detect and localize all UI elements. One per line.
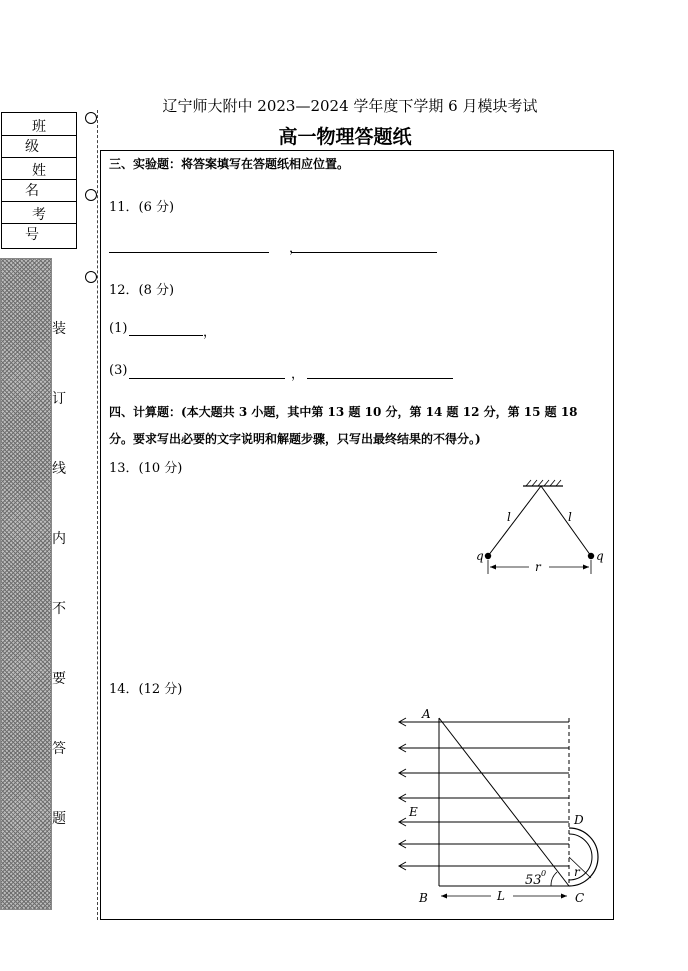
info-divider — [2, 135, 76, 136]
info-divider — [2, 157, 76, 158]
point-c-label: C — [575, 891, 585, 905]
right-charge-label: q — [596, 549, 604, 563]
field-diagram — [391, 706, 611, 916]
pendulum-diagram — [471, 476, 604, 576]
point-a-label: A — [422, 707, 431, 721]
school-title: 辽宁师大附中 2023—2024 学年度下学期 6 月模块考试 — [162, 97, 538, 115]
comma: ， — [289, 241, 303, 256]
binding-char: 订 — [52, 391, 66, 407]
answer-frame — [100, 150, 614, 920]
q12-blank-2[interactable] — [129, 378, 285, 379]
q12-part1-label: (1) — [109, 321, 128, 336]
paper-title: 高一物理答题纸 — [278, 126, 412, 148]
q13-label: 13．(10 分) — [109, 461, 183, 476]
comma: ， — [203, 325, 217, 340]
q12-blank-1[interactable] — [129, 335, 203, 336]
radius-label: r — [574, 865, 580, 879]
binding-char: 要 — [52, 671, 66, 687]
q12-part3-label: (3) — [109, 363, 128, 378]
point-d-label: D — [574, 813, 584, 827]
student-info-box — [1, 112, 77, 249]
comma: ， — [291, 367, 305, 382]
name-label: 姓 名 — [25, 163, 60, 199]
angle-degree-label: 0 — [541, 869, 547, 878]
q12-label: 12．(8 分) — [109, 283, 175, 298]
info-divider — [2, 223, 76, 224]
binding-hole — [85, 189, 97, 201]
binding-char: 线 — [52, 461, 66, 477]
left-charge-label: q — [476, 549, 484, 563]
angle-label: 53 — [525, 873, 542, 888]
q11-blank-1[interactable] — [109, 252, 269, 253]
separation-label: r — [535, 560, 541, 574]
q14-label: 14．(12 分) — [109, 682, 183, 697]
section4-heading-line2: 分。要求写出必要的文字说明和解题步骤，只写出最终结果的不得分。) — [109, 432, 481, 446]
q11-blank-2[interactable] — [291, 252, 437, 253]
info-divider — [2, 201, 76, 202]
binding-strip — [0, 258, 52, 910]
binding-hole — [85, 271, 97, 283]
binding-hole — [85, 112, 97, 124]
section3-heading: 三、实验题：将答案填写在答题纸相应位置。 — [109, 157, 350, 171]
q11-label: 11．(6 分) — [109, 200, 175, 215]
class-label: 班 级 — [25, 119, 60, 155]
q12-blank-3[interactable] — [307, 378, 453, 379]
binding-dashed-line — [97, 110, 98, 920]
left-string-label: l — [507, 510, 511, 524]
section4-heading-line1: 四、计算题：(本大题共 3 小题，其中第 13 题 10 分，第 14 题 12 分，第 15 题 18 — [109, 405, 578, 419]
id-label: 考 号 — [25, 207, 60, 243]
field-label: E — [409, 805, 418, 819]
binding-char: 装 — [52, 321, 66, 337]
binding-char: 内 — [52, 531, 66, 547]
info-divider — [2, 179, 76, 180]
point-b-label: B — [419, 891, 428, 905]
binding-char: 题 — [52, 811, 66, 827]
right-string-label: l — [568, 510, 572, 524]
length-label: L — [497, 889, 505, 903]
binding-char: 不 — [52, 601, 66, 617]
binding-char: 答 — [52, 741, 66, 757]
